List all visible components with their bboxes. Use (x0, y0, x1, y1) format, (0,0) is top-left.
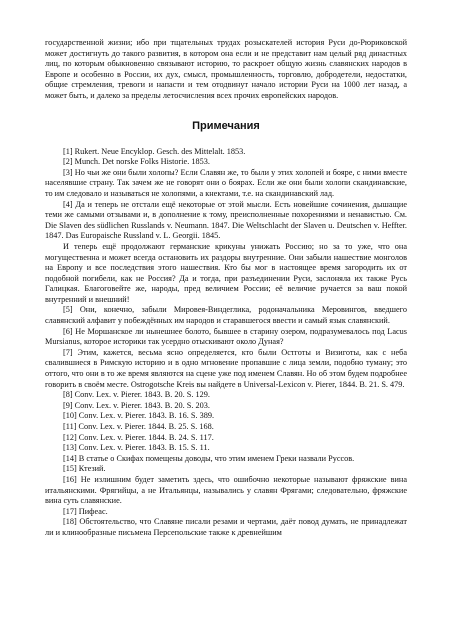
note-16: [16] Не излишним будет заметить здесь, что ошибочно некоторые называют фряжские вина итальянскими. Фрягийцы, а не Итальянцы, назывались у славян Фрягами; следовательно, фряжские вина суть славянские. (45, 474, 407, 506)
note-9: [9] Conv. Lex. v. Pierer. 1843. B. 20. S. 203. (63, 400, 210, 410)
document-page (45, 38, 407, 539)
note-3: [3] Но чьи же они были холопы? Если Славян же, то были у этих холопей и бояре, с ними вместе населявшие страну. Так зачем же не говорят они о боярах. Если же они были холопи скандинавские, то им следовало и называться не холопями, а кнектами, т.е. на скандинавский лад. (45, 167, 407, 198)
note-4-continued: И теперь ещё продолжают германские крикуны унижать Россию; но за то уже, что она могущественна и может всегда остановить их раздоры внутренние. Они забыли нашествие монголов на Европу и все последствия этого нашествия. Кто бы мог в настоящее время загородить их от подобной погибели, как не Россия? Да и тогда, при разъединении Руси, заслоняла их также Русь Галицкая. Благоговейте же, народы, пред величием России; её величие ручается за ваш покой внутренний и внешний! (45, 241, 407, 304)
notes-list (45, 147, 407, 539)
note-17: [17] Пифеас. (63, 506, 108, 516)
intro-paragraph: государственной жизни; ибо при тщательных трудах розыскателей история Руси до-Рюриковской может достигнуть до такого развития, в котором она если и не представит нам целый ряд династных лиц, по которым обыкновенно связывают историю, то раскроет общую жизнь славянских народов в Европе и особенно в России, их дух, смысл, промышленность, торговлю, добродетели, недостатки, общие стремления, тревоги и напасти и тем отодвинут начало истории Руси на 1000 лет назад, а может быть, и далеко за пределы летосчисления всех прочих европейских народов. (45, 38, 407, 100)
note-1: [1] Rukert. Neue Encyklop. Gesch. des Mittelalt. 1853. (63, 146, 246, 156)
note-4: [4] Да и теперь не отстали ещё некоторые от этой мысли. Есть новейшие сочинения, дышащие теми же самыми отзывами и, в дополнение к тому, преисполненные похорениями и ненавистью. См. Die Slaven des südlichen Russlands v. Neumann. 1847. Die Weltschlacht der Slaven u. Deutschen v. Heffter. 1847. Das Europaische Russland v. L. Georgii. 1845. (45, 199, 407, 241)
note-11: [11] Conv. Lex. v. Pierer. 1844. B. 25. S. 168. (63, 422, 214, 431)
note-5: [5] Они, конечно, забыли Мировея-Виндеглика, родоначальника Меровингов, введшего славянский алфавит у побеждённых им народов и старавшегося ввести и самый язык славянский. (45, 305, 407, 326)
note-2: [2] Munch. Det norske Folks Historie. 1853. (63, 157, 210, 167)
note-18: [18] Обстоятельство, что Славяне писали резами и чертами, даёт повод думать, не принадлежат ли и клинообразные письмена Персепольские также к древнейшим (45, 517, 407, 537)
note-6: [6] Не Моршанское ли нынешнее болото, бывшее в старину озером, подразумевалось под Lacus Mursianus, которое историки так усердно отыскивают около Дуная? (45, 326, 407, 347)
note-14: [14] В статье о Скифах помещены доводы, что этим именем Греки назвали Руссов. (63, 453, 355, 463)
note-13: [13] Conv. Lex. v. Pierer. 1843. B. 15. S. 11. (63, 443, 210, 453)
note-8: [8] Conv. Lex. v. Pierer. 1843. B. 20. S. 129. (63, 390, 210, 400)
note-10: [10] Conv. Lex. v. Pierer. 1843. B. 16. S. 389. (63, 411, 215, 421)
note-7: [7] Этим, кажется, весьма ясно определяется, кто были Остготы и Визиготы, как с неба свалившиеся в Римскую историю и в одно мгновение пропавшие с лица земли, подобно туману; это оттого, что они в то же время являются на сцене уже под именем Славян. Но об этом будем подробнее говорить в своём месте. Ostrogotsche Kreis вы найдете в Universal-Lexicon v. Pierer, 1844. B. 21. S. 479. (45, 347, 407, 389)
notes-heading: Примечания (192, 119, 260, 132)
note-15: [15] Ктезий. (63, 464, 106, 474)
note-12: [12] Conv. Lex. v. Pierer. 1844. B. 24. S. 117. (63, 432, 214, 442)
